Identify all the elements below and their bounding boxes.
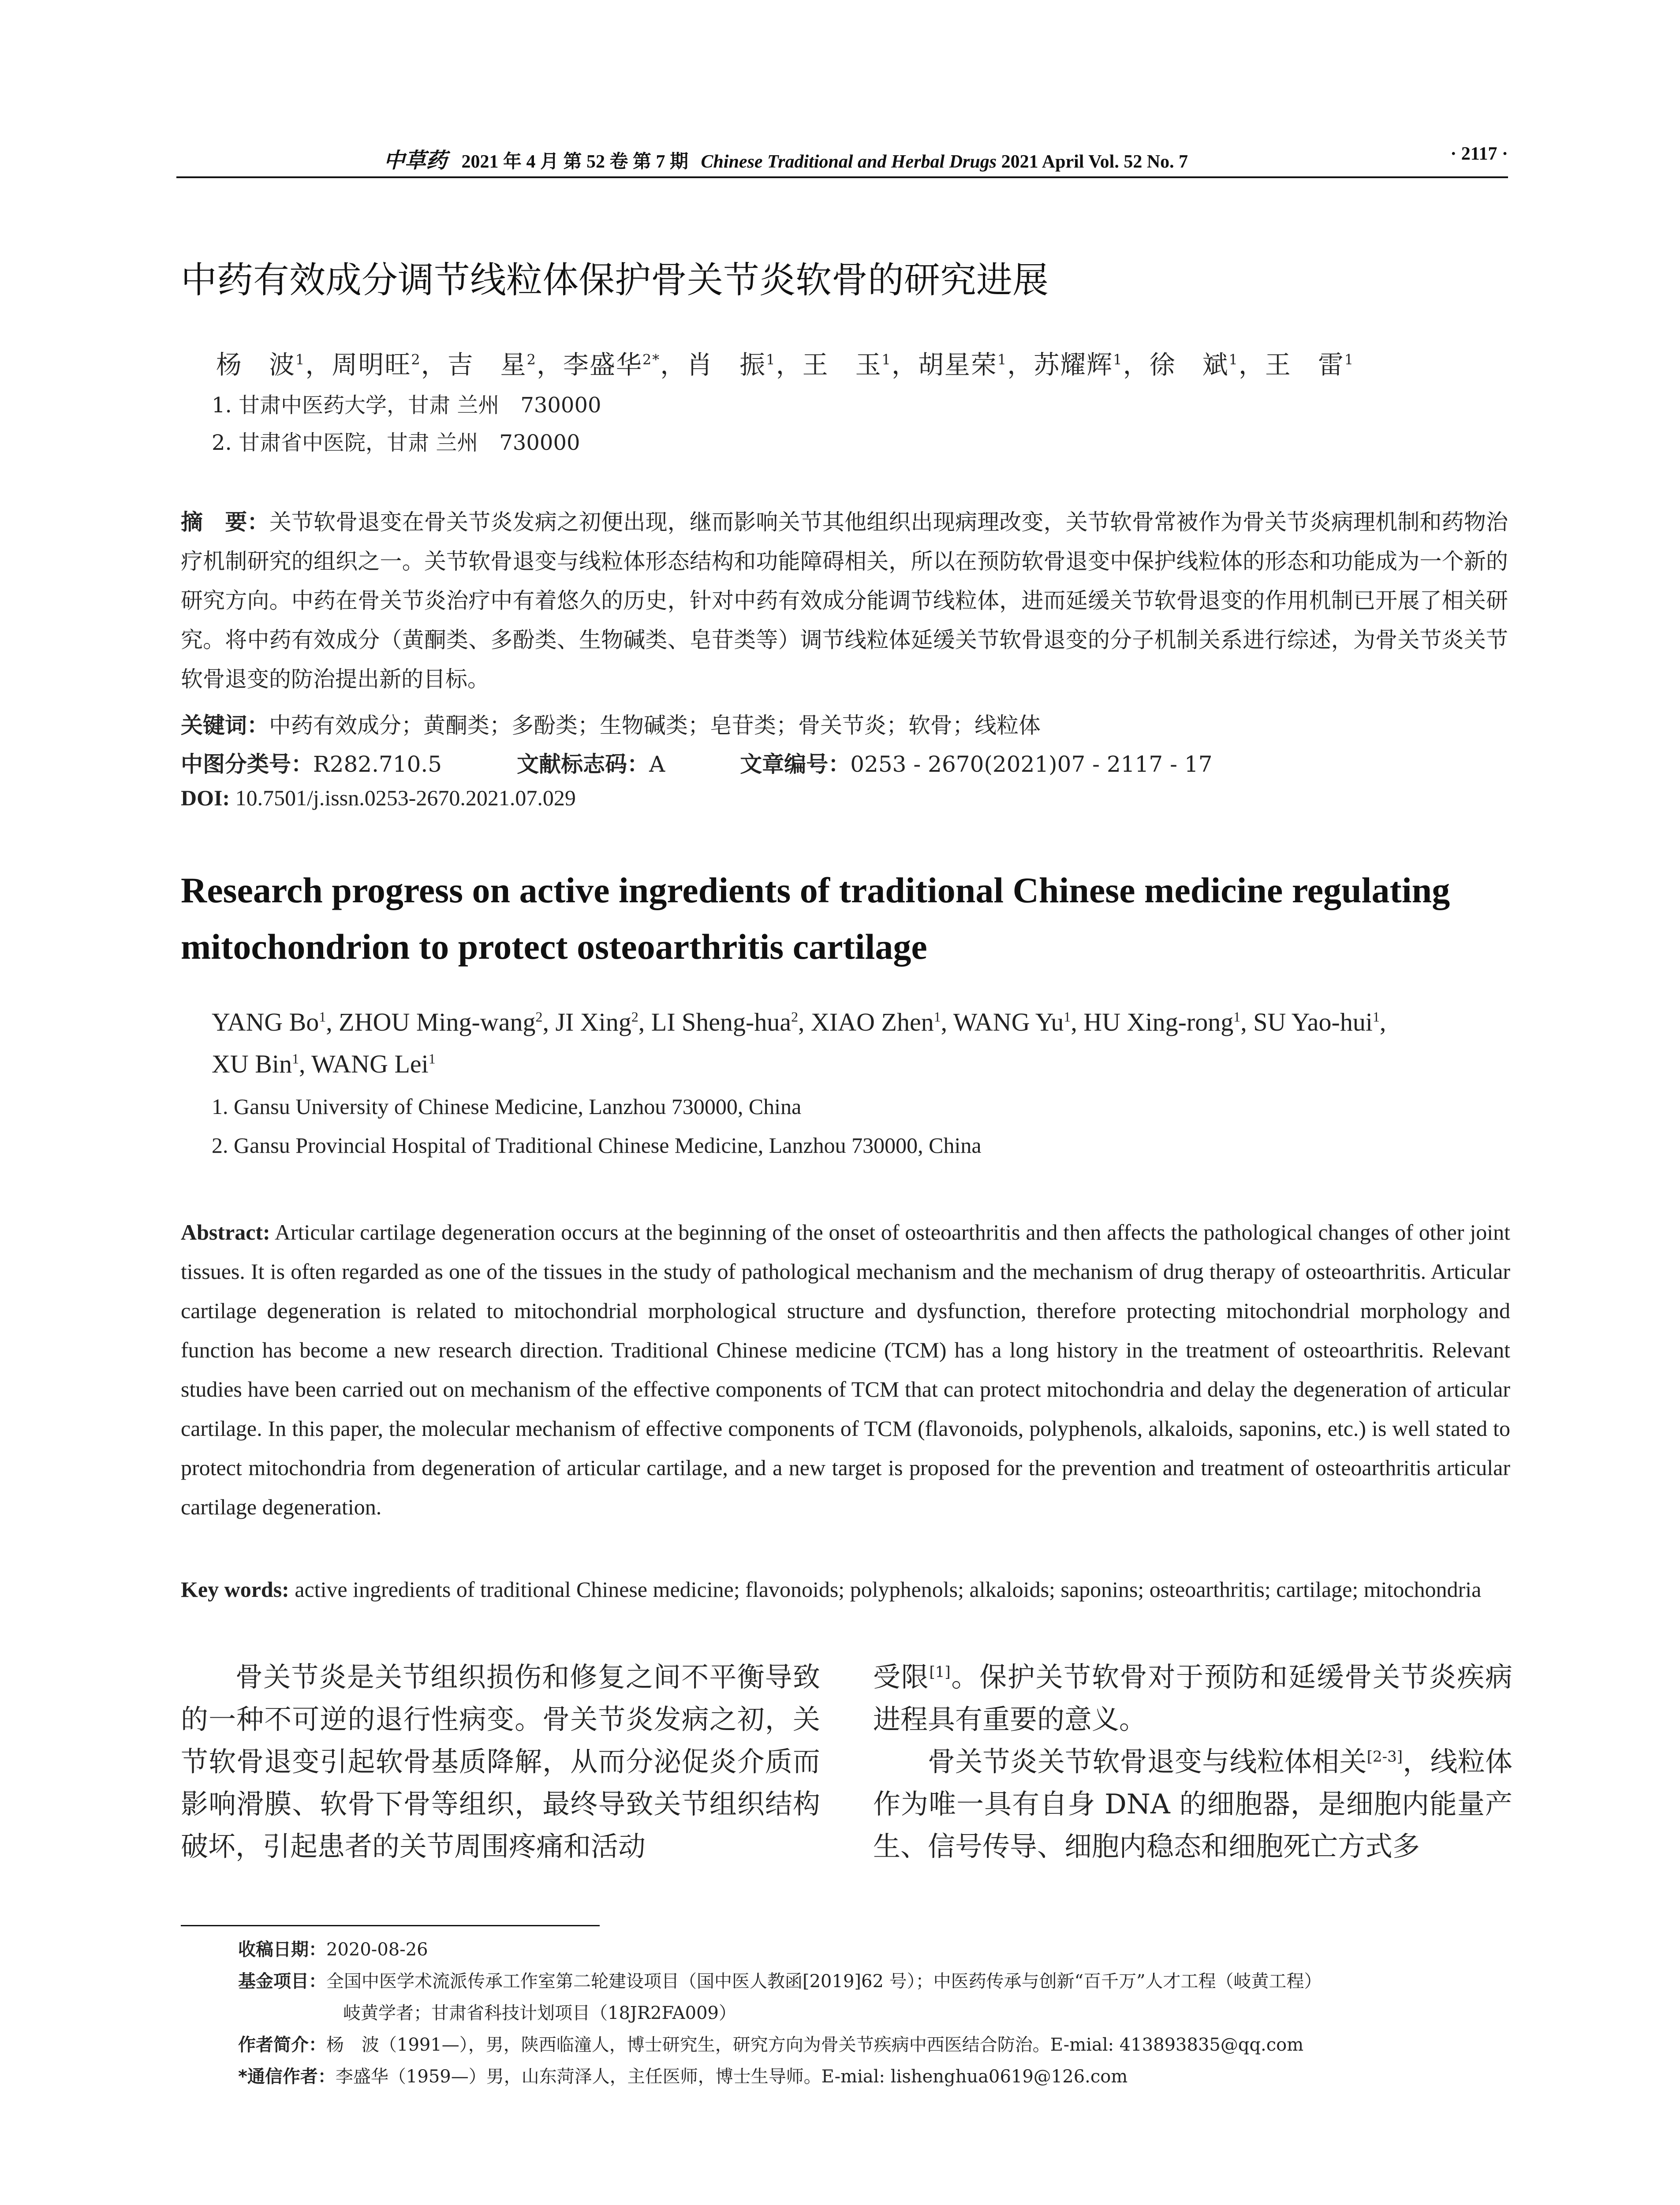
keywords-cn-label: 关键词： [181,713,269,738]
author-en: WANG Yu$^1$ [953,1008,1071,1036]
body-paragraph: 受限[1]。保护关节软骨对于预防和延缓骨关节炎疾病进程具有重要的意义。 [873,1661,1512,1735]
body-column-left [181,1656,820,1868]
title-en-line-1: Research progress on active ingredients of traditional Chinese medicine regulating [181,870,1450,910]
keywords-en-text: active ingredients of traditional Chinese medicine; flavonoids; polyphenols; alkaloids; saponins; osteoarthritis; cartilage; mitochondria [295,1577,1482,1602]
authors-cn: 杨 波$^1$，周明旺$^2$，吉 星$^2$，李盛华$^{2*}$，肖 振$^1$，王 玉$^1$，胡星荣$^1$，苏耀辉$^1$，徐 斌$^1$，王 雷$^1$ [216,350,1355,380]
affiliation-cn-2: 2. 甘肃省中医院，甘肃 兰州 730000 [212,430,580,455]
abstract-cn [181,503,1508,699]
author-cn: 胡星荣$^1$ [918,350,1008,380]
journal-name-en: Chinese Traditional and Herbal Drugs [701,152,997,172]
abstract-en [181,1213,1510,1527]
keywords-en-label: Key words: [181,1577,289,1602]
affiliation-en-2: 2. Gansu Provincial Hospital of Traditional Chinese Medicine, Lanzhou 730000, China [212,1133,982,1158]
keywords-en [181,1570,1510,1609]
footnote-fund: 基金项目：全国中医学术流派传承工作室第二轮建设项目（国中医人教函[2019]62 号）；中医药传承与创新“百千万”人才工程（岐黄工程） [238,1971,1322,1992]
body-column-right [873,1656,1512,1868]
title-en-line-2: mitochondrion to protect osteoarthritis cartilage [181,927,927,967]
author-cn: 杨 波$^1$ [216,350,306,380]
title-cn: 中药有效成分调节线粒体保护骨关节炎软骨的研究进展 [181,259,1049,301]
abstract-en-label: Abstract: [181,1220,270,1245]
doi-label: DOI: [181,785,230,810]
footnote-received: 收稿日期：2020-08-26 [238,1940,428,1960]
keywords-cn-text: 中药有效成分；黄酮类；多酚类；生物碱类；皂苷类；骨关节炎；软骨；线粒体 [269,713,1041,738]
header-rule [176,176,1508,178]
author-en: ZHOU Ming-wang$^2$ [339,1008,543,1036]
author-en: XU Bin$^1$ [212,1050,299,1078]
journal-name-cn: 中草药 [384,149,448,172]
authors-en: YANG Bo$^1$, ZHOU Ming-wang$^2$, JI Xing$^2$, LI Sheng-hua$^2$, XIAO Zhen$^1$, WANG Yu$^1$, HU Xing-rong$^1$, SU Yao-hui$^1$, XU Bin$^1$, WANG Lei$^1$ [212,1008,1386,1078]
author-cn: 徐 斌$^1$ [1149,350,1239,380]
footnotes [238,1934,1508,2093]
issue-en: 2021 April Vol. 52 No. 7 [1001,152,1188,172]
footnote-corresponding: *通信作者：李盛华（1959—）男，山东菏泽人，主任医师，博士生导师。E-mial: lishenghua0619@126.com [238,2067,1128,2087]
author-cn: 王 玉$^1$ [802,350,892,380]
author-cn: 吉 星$^2$ [447,350,537,380]
doi-value: 10.7501/j.issn.0253-2670.2021.07.029 [235,785,576,810]
author-cn: 王 雷$^1$ [1265,350,1355,380]
author-en: LI Sheng-hua$^2$ [651,1008,799,1036]
citation-ref[interactable]: [1] [929,1663,951,1681]
page-number: · 2117 · [1450,144,1508,164]
author-cn: 周明旺$^2$ [332,350,421,380]
author-en: JI Xing$^2$ [555,1008,638,1036]
author-en: HU Xing-rong$^1$ [1083,1008,1241,1036]
body-paragraph: 骨关节炎是关节组织损伤和修复之间不平衡导致的一种不可逆的退行性病变。骨关节炎发病之初，关节软骨退变引起软骨基质降解，从而分泌促炎介质而影响滑膜、软骨下骨等组织，最终导致关节组织结构破坏，引起患者的关节周围疼痛和活动 [181,1661,820,1862]
author-en: SU Yao-hui$^1$ [1253,1008,1380,1036]
author-cn: 肖 振$^1$ [687,350,776,380]
author-en: WANG Lei$^1$ [311,1050,436,1078]
keywords-cn [181,708,1508,740]
author-en: YANG Bo$^1$ [212,1008,326,1036]
article-number-item: 文章编号：0253 - 2670(2021)07 - 2117 - 17 [740,751,1213,777]
abstract-cn-text: 关节软骨退变在骨关节炎发病之初便出现，继而影响关节其他组织出现病理改变，关节软骨常被作为骨关节炎病理机制和药物治疗机制研究的组织之一。关节软骨退变与线粒体形态结构和功能障碍相关，所以在预防软骨退变中保护线粒体的形态和功能成为一个新的研究方向。中药在骨关节炎治疗中有着悠久的历史，针对中药有效成分能调节线粒体，进而延缓关节软骨退变的作用机制已开展了相关研究。将中药有效成分（黄酮类、多酚类、生物碱类、皂苷类等）调节线粒体延缓关节软骨退变的分子机制关系进行综述，为骨关节炎关节软骨退变的防治提出新的目标。 [181,509,1508,692]
abstract-en-text: Articular cartilage degeneration occurs at the beginning of the onset of osteoarthritis and then affects the pathological changes of other joint tissues. It is often regarded as one of the tissues in the study of pathological mechanism and the mechanism of drug therapy of osteoarthritis. Articular cartilage degeneration is related to mitochondrial morphological structure and dysfunction, therefore protecting mitochondrial morphology and function has become a new research direction. Traditional Chinese medicine (TCM) has a long history in the treatment of osteoarthritis. Relevant studies have been carried out on mechanism of the effective components of TCM that can protect mitochondria and delay the degeneration of articular cartilage. In this paper, the molecular mechanism of effective components of TCM (flavonoids, polyphenols, alkaloids, saponins, etc.) is well stated to protect mitochondria from degeneration of articular cartilage, and a new target is proposed for the prevention and treatment of osteoarthritis articular cartilage degeneration. [181,1220,1510,1519]
affiliation-en-1: 1. Gansu University of Chinese Medicine, Lanzhou 730000, China [212,1094,802,1119]
footnote-author-bio: 作者简介：杨 波（1991—），男，陕西临潼人，博士研究生，研究方向为骨关节疾病中西医结合防治。E-mial: 413893835@qq.com [238,2035,1304,2055]
footnote-fund-cont: 岐黄学者；甘肃省科技计划项目（18JR2FA009） [343,2003,737,2023]
citation-ref[interactable]: [2-3] [1366,1748,1403,1766]
doc-code-item: 文献标志码：A [517,751,665,777]
author-en: XIAO Zhen$^1$ [811,1008,941,1036]
abstract-cn-label: 摘 要： [181,509,269,535]
author-cn: 李盛华$^{2*}$ [563,350,661,380]
running-header [176,139,1508,170]
footnote-rule [181,1925,600,1926]
author-cn: 苏耀辉$^1$ [1034,350,1123,380]
affiliation-cn-1: 1. 甘肃中医药大学，甘肃 兰州 730000 [212,393,601,418]
clc-item: 中图分类号：R282.710.5 [181,751,442,777]
classification-line [181,747,1508,778]
title-en [181,862,1512,975]
body-paragraph: 骨关节炎关节软骨退变与线粒体相关[2-3]，线粒体作为唯一具有自身 DNA 的细胞器，是细胞内能量产生、信号传导、细胞内稳态和细胞死亡方式多 [873,1745,1512,1862]
doi-line [181,785,1508,811]
issue-cn: 2021 年 4 月 第 52 卷 第 7 期 [461,152,689,172]
header-journal-info [384,143,1188,174]
